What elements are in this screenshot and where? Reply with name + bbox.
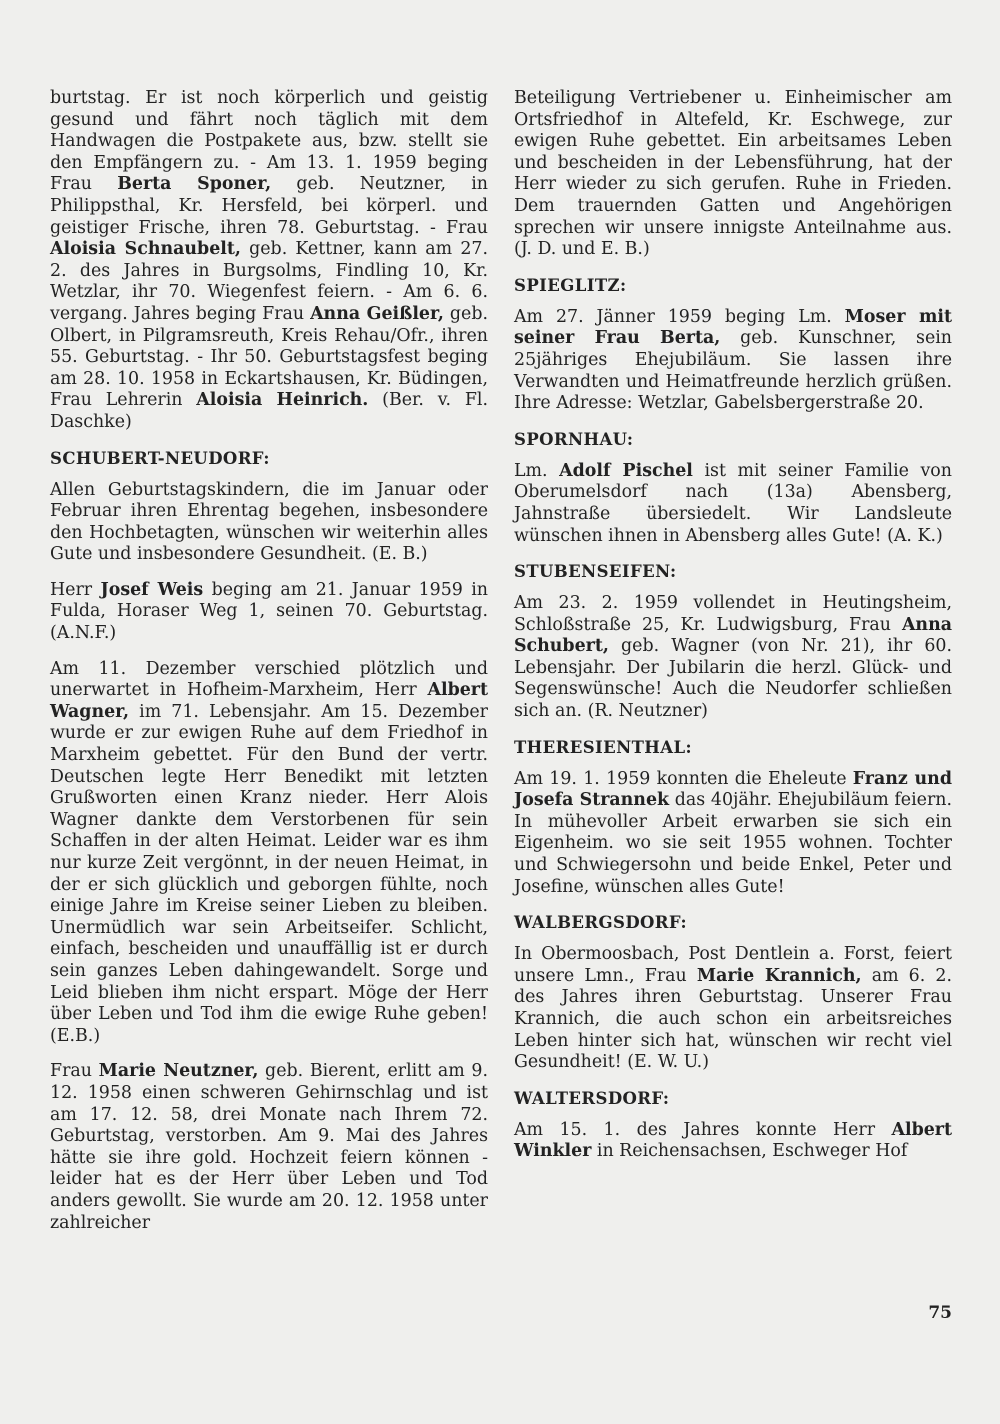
left-column	[50, 88, 488, 1248]
paragraph-burial-continuation: Beteiligung Vertriebener u. Einheimischer am Ortsfriedhof in Altefeld, Kr. Eschwege, zur ewigen Ruhe gebettet. Ein arbeitsames Leben und bescheiden in der Lebensführung, hat der Herr wieder zu sich gerufen. Ruhe in Frieden. Dem trauernden Gatten und Angehörigen sprechen wir unsere innigste Anteilnahme aus. (J. D. und E. B.)	[514, 88, 952, 260]
paragraph-birthdays: burtstag. Er ist noch körperlich und geistig gesund und fährt noch täglich mit dem Handwagen die Postpakete aus, bzw. stellt sie den Empfängern zu. - Am 13. 1. 1959 beging Frau Berta Sponer, geb. Neutzner, in Philippsthal, Kr. Hersfeld, bei körperl. und geistiger Frische, ihren 78. Geburtstag. - Frau Aloisia Schnaubelt, geb. Kettner, kann am 27. 2. des Jahres in Burgsolms, Findling 10, Kr. Wetzlar, ihr 70. Wiegenfest feiern. - Am 6. 6. vergang. Jahres beging Frau Anna Geißler, geb. Olbert, in Pilgramsreuth, Kreis Rehau/Ofr., ihren 55. Geburtstag. - Ihr 50. Geburtstagsfest beging am 28. 10. 1958 in Eckartshausen, Kr. Büdingen, Frau Lehrerin Aloisia Heinrich. (Ber. v. Fl. Daschke)	[50, 88, 488, 432]
section-heading-walbergsdorf: WALBERGSDORF:	[514, 913, 687, 933]
paragraph-stubenseifen: Am 23. 2. 1959 vollendet in Heutingsheim, Schloßstraße 25, Kr. Ludwigsburg, Frau Anna Schubert, geb. Wagner (von Nr. 21), ihr 60. Lebensjahr. Der Jubilarin die herzl. Glück- und Segenswünsche! Auch die Neudorfer schließen sich an. (R. Neutzner)	[514, 593, 952, 722]
name-aloisia-heinrich: Aloisia Heinrich.	[196, 390, 369, 411]
section-heading-waltersdorf: WALTERSDORF:	[514, 1088, 670, 1108]
name-marie-neutzner: Marie Neutzner,	[98, 1061, 259, 1082]
name-moser: Moser mit seiner Frau Berta,	[514, 306, 952, 349]
paragraph-waltersdorf: Am 15. 1. des Jahres konnte Herr Albert Winkler in Reichensachsen, Eschweger Hof	[514, 1119, 952, 1162]
right-column	[514, 88, 952, 1177]
name-anna-schubert: Anna Schubert,	[514, 614, 952, 657]
name-anna-geissler: Anna Geißler,	[310, 303, 444, 324]
paragraph-spornhau: Lm. Adolf Pischel ist mit seiner Familie von Oberumelsdorf nach (13a) Abensberg, Jahnstraße übersiedelt. Wir Landsleute wünschen ihnen in Abensberg alles Gute! (A. K.)	[514, 460, 952, 546]
name-marie-krannich: Marie Krannich,	[696, 965, 862, 986]
section-heading-spieglitz: SPIEGLITZ:	[514, 275, 627, 295]
name-berta-sponer: Berta Sponer,	[117, 174, 272, 195]
name-aloisia-schnaubelt: Aloisia Schnaubelt,	[50, 239, 241, 260]
name-albert-winkler: Albert Winkler	[514, 1119, 952, 1162]
name-albert-wagner: Albert Wagner,	[50, 680, 488, 722]
name-josef-weis: Josef Weis	[100, 579, 204, 600]
section-heading-spornhau: SPORNHAU:	[514, 429, 634, 449]
paragraph-schubert-neudorf-greetings: Allen Geburtstagskindern, die im Januar oder Februar ihren Ehrentag begehen, insbesondere den Hochbetagten, wünschen wir weiterhin alles Gute und insbesondere Gesundheit. (E. B.)	[50, 479, 488, 565]
paragraph-spieglitz: Am 27. Jänner 1959 beging Lm. Moser mit seiner Frau Berta, geb. Kunschner, sein 25jähriges Ehejubiläum. Sie lassen ihre Verwandten und Heimatfreunde herzlich grüßen. Ihre Adresse: Wetzlar, Gabelsbergerstraße 20.	[514, 306, 952, 414]
page-number: 75	[928, 1303, 952, 1323]
paragraph-josef-weis: Herr Josef Weis beging am 21. Januar 1959 in Fulda, Horaser Weg 1, seinen 70. Geburtstag. (A.N.F.)	[50, 579, 488, 644]
name-franz-josefa-strannek: Franz und Josefa Strannek	[514, 768, 952, 811]
section-heading-stubenseifen: STUBENSEIFEN:	[514, 562, 677, 582]
name-adolf-pischel: Adolf Pischel	[559, 460, 693, 481]
paragraph-marie-neutzner: Frau Marie Neutzner, geb. Bierent, erlitt am 9. 12. 1958 einen schweren Gehirnschlag und ist am 17. 12. 58, drei Monate nach Ihrem 72. Geburtstag, verstorben. Am 9. Mai des Jahres hätte sie ihre gold. Hochzeit feiern können - leider hat es der Herr über Leben und Tod anders gewollt. Sie wurde am 20. 12. 1958 unter zahlreicher	[50, 1061, 488, 1233]
paragraph-walbergsdorf: In Obermoosbach, Post Dentlein a. Forst, feiert unsere Lmn., Frau Marie Krannich, am 6. 2. des Jahres ihren Geburtstag. Unserer Frau Krannich, die auch schon ein arbeitsreiches Leben hinter sich hat, wünschen wir recht viel Gesundheit! (E. W. U.)	[514, 944, 952, 1073]
paragraph-theresienthal: Am 19. 1. 1959 konnten die Eheleute Franz und Josefa Strannek das 40jähr. Ehejubiläum feiern. In mühevoller Arbeit erwarben sie sich ein Eigenheim. wo sie seit 1955 wohnen. Tochter und Schwiegersohn und beide Enkel, Peter und Josefine, wünschen alles Gute!	[514, 768, 952, 897]
section-heading-schubert-neudorf: SCHUBERT-NEUDORF:	[50, 448, 270, 468]
section-heading-theresienthal: THERESIENTHAL:	[514, 737, 692, 757]
paragraph-albert-wagner: Am 11. Dezember verschied plötzlich und unerwartet in Hofheim-Marxheim, Herr Albert Wagner, im 71. Lebensjahr. Am 15. Dezember wurde er zur ewigen Ruhe auf dem Friedhof in Marxheim gebettet. Für den Bund der vertr. Deutschen legte Herr Benedikt mit letzten Grußworten einen Kranz nieder. Herr Alois Wagner dankte dem Verstorbenen für sein Schaffen in der alten Heimat. Leider war es ihm nur kurze Zeit vergönnt, in der neuen Heimat, in der er sich glücklich und geborgen fühlte, noch einige Jahre im Kreise seiner Lieben zu bleiben. Unermüdlich war sein Arbeitseifer. Schlicht, einfach, bescheiden und unauffällig ist er durch sein ganzes Leben dahingewandelt. Sorge und Leid blieben ihm nicht erspart. Möge der Herr über Leben und Tod ihm die ewige Ruhe geben! (E.B.)	[50, 658, 488, 1046]
